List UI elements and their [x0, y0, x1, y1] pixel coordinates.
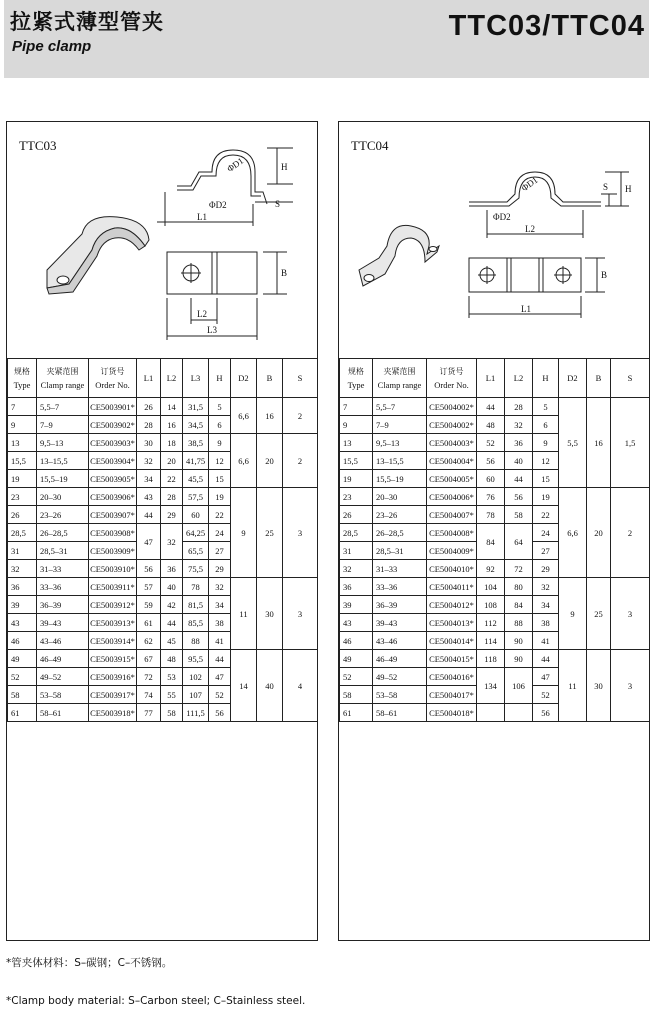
- col-clamp-range: 夹紧范围 Clamp range: [373, 359, 427, 398]
- ttc04-dim-l2: L2: [525, 224, 535, 234]
- table-row: 15,5 13–15,5 CE5003904* 32 20 41,75 12: [8, 452, 318, 470]
- ttc03-top-view: [167, 252, 287, 340]
- col-type: 规格 Type: [340, 359, 373, 398]
- col-order-no: 订货号 Order No.: [427, 359, 477, 398]
- col-h: H: [209, 359, 231, 398]
- ttc03-dim-h: H: [281, 162, 288, 172]
- table-row: 58 53–58 CE5003917* 74 55 107 52: [8, 686, 318, 704]
- table-row: 26 23–26 CE5003907* 44 29 60 22: [8, 506, 318, 524]
- ttc04-label: TTC04: [351, 138, 389, 153]
- ttc04-spec-table: [339, 358, 650, 722]
- table-row: 28,5 26–28,5 CE5004008* 84 64 24: [340, 524, 650, 542]
- table-row: 49 46–49 CE5004015* 118 90 44 11 30 3: [340, 650, 650, 668]
- table-header-row: [8, 359, 318, 398]
- table-row: 19 15,5–19 CE5004005* 60 44 15: [340, 470, 650, 488]
- table-row: 61 58–61 CE5004018* 56: [340, 704, 650, 722]
- ttc04-dim-b: B: [601, 270, 608, 280]
- ttc03-spec-table: [7, 358, 318, 722]
- col-l1: L1: [137, 359, 161, 398]
- col-b: B: [257, 359, 283, 398]
- ttc03-label: TTC03: [19, 138, 57, 153]
- ttc03-panel: [6, 121, 318, 941]
- ttc04-panel: [338, 121, 650, 941]
- ttc03-side-profile: [157, 148, 293, 226]
- col-d2: D2: [231, 359, 257, 398]
- col-clamp-range: 夹紧范围 Clamp range: [37, 359, 89, 398]
- table-header-row: [340, 359, 650, 398]
- table-row: 36 33–36 CE5003911* 57 40 78 32 11 30 3: [8, 578, 318, 596]
- ttc03-dim-l2: L2: [197, 309, 207, 319]
- ttc03-drawing: [7, 122, 317, 358]
- col-b: B: [587, 359, 611, 398]
- table-row: 43 39–43 CE5004013* 112 88 38: [340, 614, 650, 632]
- table-row: 7 5,5–7 CE5003901* 26 14 31,5 5 6,6 16 2: [8, 398, 318, 416]
- table-row: 39 36–39 CE5003912* 59 42 81,5 34: [8, 596, 318, 614]
- table-row: 9 7–9 CE5004002* 48 32 6: [340, 416, 650, 434]
- ttc04-dim-h: H: [625, 184, 632, 194]
- col-l2: L2: [161, 359, 183, 398]
- table-row: 49 46–49 CE5003915* 67 48 95,5 44 14 40 4: [8, 650, 318, 668]
- material-note-en: *Clamp body material: S–Carbon steel; C–Stainless steel.: [6, 995, 306, 1007]
- table-row: 61 58–61 CE5003918* 77 58 111,5 56: [8, 704, 318, 722]
- table-row: 15,5 13–15,5 CE5004004* 56 40 12: [340, 452, 650, 470]
- table-row: 32 31–33 CE5004010* 92 72 29: [340, 560, 650, 578]
- ttc04-top-view: [469, 258, 608, 318]
- table-row: 9 7–9 CE5003902* 28 16 34,5 6: [8, 416, 318, 434]
- table-row: 32 31–33 CE5003910* 56 36 75,5 29: [8, 560, 318, 578]
- model-number: TTC03/TTC04: [448, 10, 645, 42]
- col-h: H: [533, 359, 559, 398]
- col-s: S: [283, 359, 318, 398]
- ttc04-dim-d2: ΦD2: [493, 212, 511, 222]
- table-row: 52 49–52 CE5003916* 72 53 102 47: [8, 668, 318, 686]
- ttc04-3d-view: [359, 225, 439, 286]
- col-l1: L1: [477, 359, 505, 398]
- table-row: 46 43–46 CE5003914* 62 45 88 41: [8, 632, 318, 650]
- table-row: 31 28,5–31 CE5004009* 27: [340, 542, 650, 560]
- col-l2: L2: [505, 359, 533, 398]
- col-type: 规格 Type: [8, 359, 37, 398]
- table-row: 23 20–30 CE5004006* 76 56 19 6,6 20 2: [340, 488, 650, 506]
- material-note-cn: *管夹体材料：S–碳钢；C–不锈钢。: [6, 957, 173, 969]
- table-row: 23 20–30 CE5003906* 43 28 57,5 19 9 25 3: [8, 488, 318, 506]
- product-title-cn: 拉紧式薄型管夹: [10, 10, 164, 34]
- table-row: 13 9,5–13 CE5004003* 52 36 9: [340, 434, 650, 452]
- ttc04-drawing: [339, 122, 649, 358]
- table-row: 52 49–52 CE5004016* 134 106 47: [340, 668, 650, 686]
- table-row: 19 15,5–19 CE5003905* 34 22 45,5 15: [8, 470, 318, 488]
- table-row: 7 5,5–7 CE5004002* 44 28 5 5,5 16 1,5: [340, 398, 650, 416]
- ttc03-dim-d1: ΦD1: [225, 155, 246, 174]
- ttc03-dim-l3: L3: [207, 325, 217, 335]
- col-l3: L3: [183, 359, 209, 398]
- table-row: 46 43–46 CE5004014* 114 90 41: [340, 632, 650, 650]
- col-s: S: [611, 359, 650, 398]
- table-row: 26 23–26 CE5004007* 78 58 22: [340, 506, 650, 524]
- table-row: 28,5 26–28,5 CE5003908* 47 32 64,25 24: [8, 524, 318, 542]
- ttc03-dim-s: S: [275, 199, 281, 209]
- ttc04-dim-d1: ΦD1: [519, 174, 540, 194]
- ttc03-dim-l1: L1: [197, 212, 207, 222]
- table-row: 36 33–36 CE5004011* 104 80 32 9 25 3: [340, 578, 650, 596]
- page-header: [4, 0, 649, 78]
- table-row: 39 36–39 CE5004012* 108 84 34: [340, 596, 650, 614]
- ttc04-dim-s: S: [603, 182, 609, 192]
- table-row: 43 39–43 CE5003913* 61 44 85,5 38: [8, 614, 318, 632]
- table-row: 31 28,5–31 CE5003909* 65,5 27: [8, 542, 318, 560]
- col-order-no: 订货号 Order No.: [89, 359, 137, 398]
- ttc03-dim-b: B: [281, 268, 288, 278]
- table-row: 58 53–58 CE5004017* 52: [340, 686, 650, 704]
- col-d2: D2: [559, 359, 587, 398]
- ttc04-dim-l1: L1: [521, 304, 531, 314]
- ttc03-dim-d2: ΦD2: [209, 200, 227, 210]
- ttc03-3d-view: [47, 217, 149, 294]
- product-title-en: Pipe clamp: [12, 38, 92, 55]
- table-row: 13 9,5–13 CE5003903* 30 18 38,5 9 6,6 20 2: [8, 434, 318, 452]
